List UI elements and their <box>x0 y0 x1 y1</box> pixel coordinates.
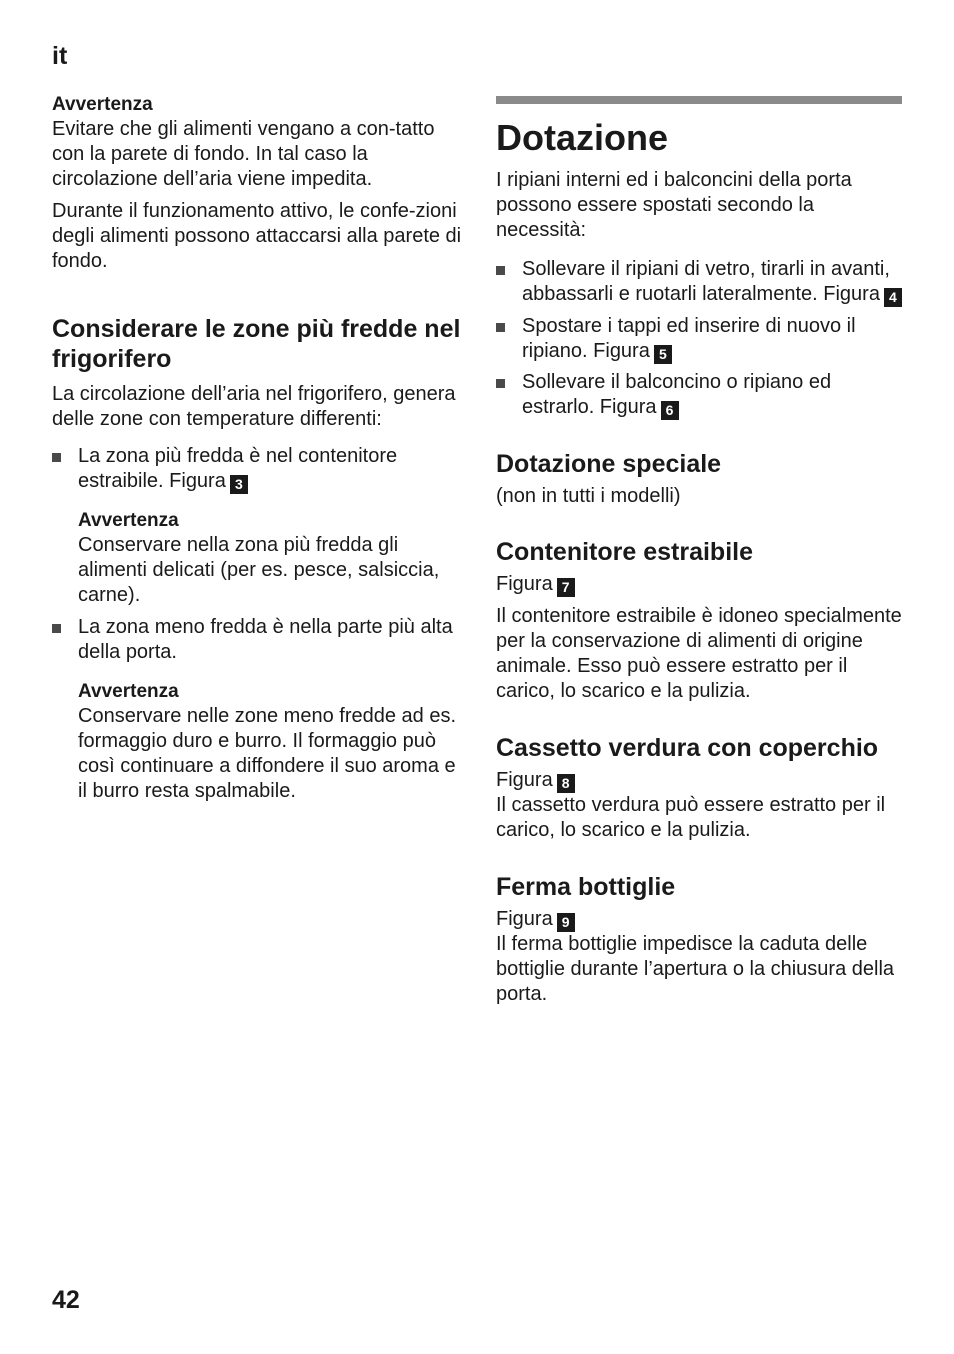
section-title-bottle-holder: Ferma bottiglie <box>496 873 676 901</box>
figure-number-badge: 8 <box>557 774 575 793</box>
figure-number-badge: 6 <box>661 401 679 420</box>
left-column <box>52 92 464 804</box>
section-intro: La circolazione dell’aria nel frigorifero, genera delle zone con temperature differenti: <box>52 383 456 430</box>
figure-reference <box>496 907 906 932</box>
figure-label: Figura <box>496 908 553 930</box>
section-title-vegetable-drawer: Cassetto verdura con coperchio <box>496 734 879 762</box>
section-text: Il ferma bottiglie impedisce la caduta delle bottiglie durante l’apertura o la chiusura della porta. <box>496 933 895 1005</box>
section-intro: I ripiani interni ed i balconcini della porta possono essere spostati secondo la necessità: <box>496 169 852 241</box>
bullet-square-icon <box>496 323 505 332</box>
section-title-drawer: Contenitore estraibile <box>496 538 753 566</box>
section-divider <box>496 96 902 104</box>
list-item <box>496 314 906 364</box>
figure-number-badge: 9 <box>557 913 575 932</box>
list-item-text: La zona meno fredda è nella parte più alta della porta. <box>78 616 453 663</box>
figure-number-badge: 7 <box>557 578 575 597</box>
figure-label: Figura <box>496 573 553 595</box>
section-text: Il cassetto verdura può essere estratto per il carico, lo scarico e la pulizia. <box>496 794 886 841</box>
note-text: Evitare che gli alimenti vengano a con-tatto con la parete di fondo. In tal caso la circolazione dell’aria viene impedita. <box>52 118 435 190</box>
note-text: Durante il funzionamento attivo, le confe-zioni degli alimenti possono attaccarsi alla parete di fondo. <box>52 200 462 272</box>
list-item-text: Spostare i tappi ed inserire di nuovo il ripiano. Figura <box>522 315 856 362</box>
note-block <box>52 508 464 608</box>
list-item-text: Sollevare il ripiani di vetro, tirarli in avanti, abbassarli e ruotarli lateralmente. Figura <box>522 258 890 305</box>
list-item-text: La zona più fredda è nel contenitore estraibile. Figura <box>78 445 398 492</box>
note-title: Avvertenza <box>78 510 179 531</box>
figure-number-badge: 3 <box>230 475 248 494</box>
bullet-square-icon <box>52 453 61 462</box>
page-title: Dotazione <box>496 117 669 158</box>
note-title: Avvertenza <box>52 94 153 115</box>
section-title-special: Dotazione speciale <box>496 450 722 478</box>
list-item <box>496 370 906 420</box>
section-title-cold-zones: Considerare le zone più fredde nel frigorifero <box>52 315 461 373</box>
cold-zones-list <box>52 615 464 665</box>
note-block <box>52 679 464 804</box>
note-text: Conservare nelle zone meno fredde ad es. formaggio duro e burro. Il formaggio può così continuare a diffondere il suo aroma e il burro resta spalmabile. <box>78 705 457 802</box>
language-label: it <box>52 42 68 70</box>
bullet-square-icon <box>52 624 61 633</box>
figure-reference <box>496 572 906 597</box>
cold-zones-list <box>52 444 464 494</box>
list-item <box>52 444 464 494</box>
section-note: (non in tutti i modelli) <box>496 485 681 507</box>
figure-reference <box>496 768 906 793</box>
note-title: Avvertenza <box>78 681 179 702</box>
equipment-list <box>496 257 906 420</box>
list-item-text: Sollevare il balconcino o ripiano ed estrarlo. Figura <box>522 371 832 418</box>
bullet-square-icon <box>496 266 505 275</box>
list-item <box>496 257 906 307</box>
note-text: Conservare nella zona più fredda gli alimenti delicati (per es. pesce, salsiccia, carne). <box>78 534 440 606</box>
section-text: Il contenitore estraibile è idoneo specialmente per la conservazione di alimenti di origine animale. Esso può essere estratto per il carico, lo scarico e la pulizia. <box>496 605 902 702</box>
page-number: 42 <box>52 1286 80 1314</box>
figure-label: Figura <box>496 769 553 791</box>
list-item <box>52 615 464 665</box>
right-column <box>496 96 906 1007</box>
figure-number-badge: 4 <box>884 288 902 307</box>
figure-number-badge: 5 <box>654 345 672 364</box>
bullet-square-icon <box>496 379 505 388</box>
